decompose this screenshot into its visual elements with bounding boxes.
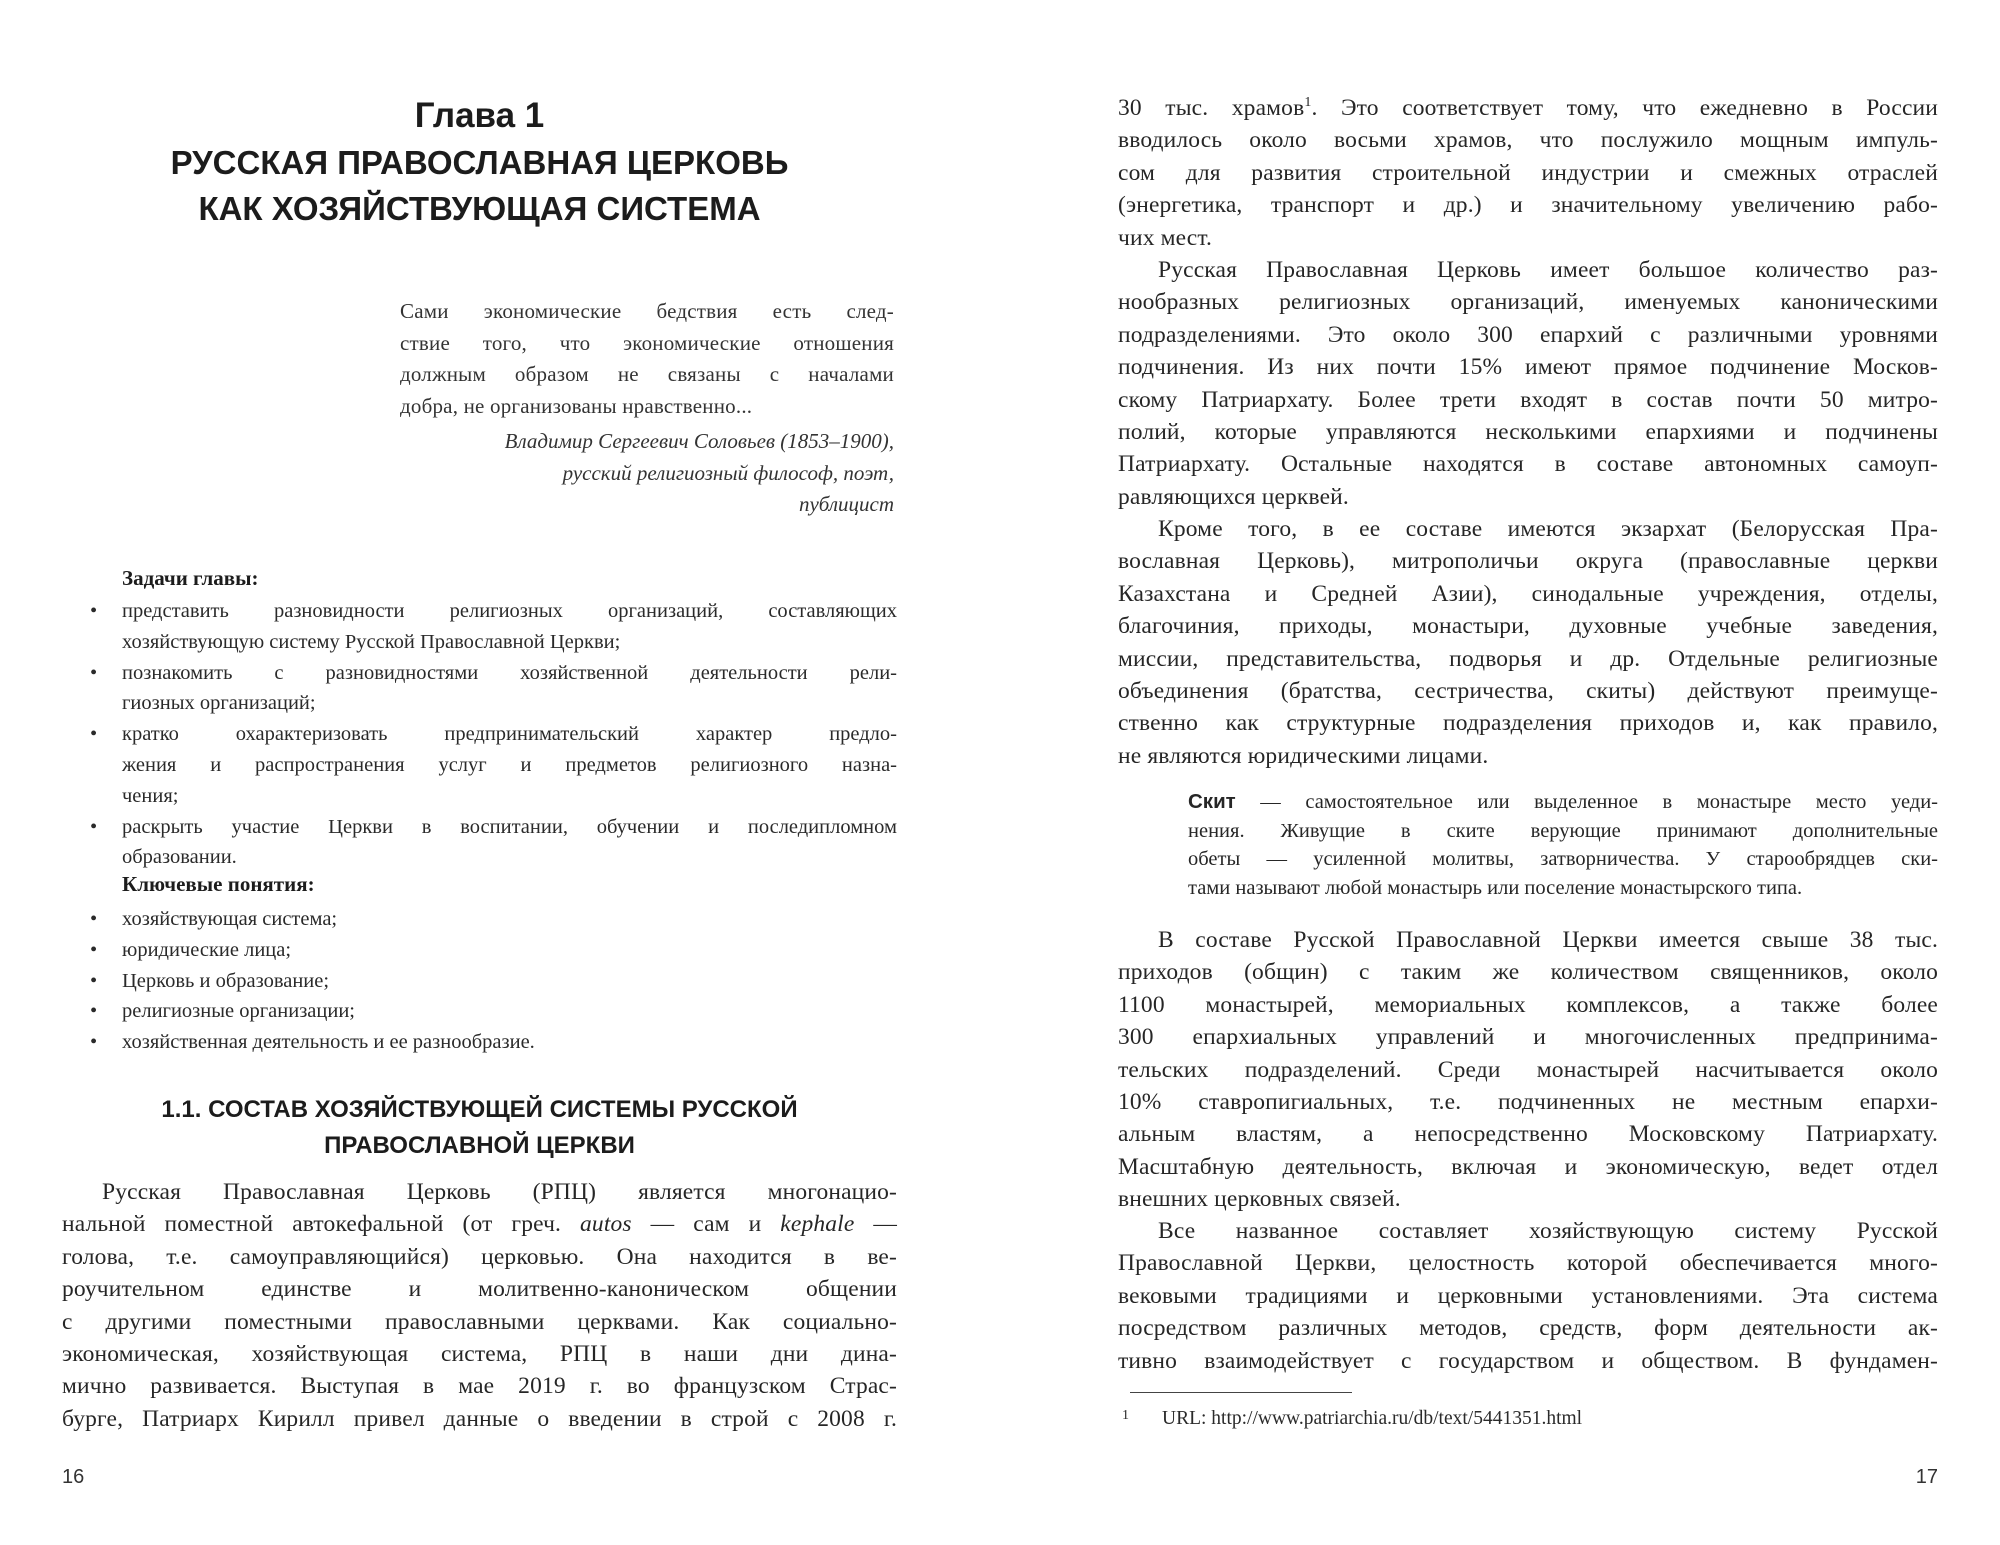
text-line: нообразных религиозных организаций, именуемых каноническими	[1118, 289, 1938, 316]
body-paragraph	[1118, 513, 1938, 772]
text-line: подчинения. Из них почти 15% имеют прямое подчинение Москов-	[1118, 354, 1938, 381]
list-item	[62, 596, 897, 658]
epigraph-line: должным образом не связаны с началами	[400, 362, 894, 386]
epigraph-author	[400, 426, 894, 521]
text-line: В составе Русской Православной Церкви имеется свыше 38 тыс.	[1158, 927, 1938, 953]
body-paragraph	[1118, 924, 1938, 1216]
list-item-line: кратко охарактеризовать предпринимательский характер предло-	[122, 723, 897, 746]
text-line: вославная Церковь), митрополичьи округа (православные церкви	[1118, 548, 1938, 575]
list-item	[62, 966, 897, 997]
text-line: Казахстана и Средней Азии), синодальные учреждения, отделы,	[1118, 580, 1938, 607]
text-line: Патриархату. Остальные находятся в составе автономных самоуп-	[1118, 451, 1938, 478]
left-page	[62, 0, 897, 1545]
tasks-list	[62, 596, 897, 873]
footnote-mark: 1	[1122, 1408, 1129, 1423]
chapter-heading	[62, 92, 897, 232]
bullet-icon: •	[90, 1000, 98, 1023]
bullet-icon: •	[90, 815, 98, 838]
text-line: ственно как структурные подразделения приходов и, как правило,	[1118, 710, 1938, 737]
text-line: экономическая, хозяйствующая система, РПЦ в наши дни дина-	[62, 1341, 897, 1368]
list-item-line: религиозные организации;	[122, 1000, 355, 1023]
text-line: бурге, Патриарх Кирилл привел данные о введении в строй с 2008 г.	[62, 1405, 897, 1432]
bullet-icon: •	[90, 600, 98, 622]
text-line: тельских подразделений. Среди монастырей насчитывается около	[1118, 1056, 1938, 1083]
definition-box	[1188, 788, 1938, 902]
text-line: тами называют любой монастырь или поселение монастырского типа.	[1188, 876, 1803, 899]
epigraph-author-line: Владимир Сергеевич Соловьев (1853–1900),	[504, 429, 894, 453]
text-line: внешних церковных связей.	[1118, 1186, 1401, 1213]
text-line: подразделениями. Это около 300 епархий с различными уровнями	[1118, 321, 1938, 348]
term-autos: autos	[580, 1211, 632, 1238]
epigraph-line: Сами экономические бедствия есть след-	[400, 299, 894, 323]
bullet-icon: •	[90, 938, 98, 961]
chapter-number: Глава 1	[414, 96, 545, 135]
section-heading-line-2: ПРАВОСЛАВНОЙ ЦЕРКВИ	[324, 1132, 635, 1159]
concepts-list	[62, 904, 897, 1058]
text-line: роучительном единстве и молитвенно-каноническом общении	[62, 1276, 897, 1303]
section-heading-line-1: 1.1. СОСТАВ ХОЗЯЙСТВУЮЩЕЙ СИСТЕМЫ РУССКОЙ	[161, 1096, 798, 1123]
right-page	[1118, 0, 1938, 1545]
text-line: (энергетика, транспорт и др.) и значительному увеличению рабо-	[1118, 192, 1938, 219]
text-span: — сам и	[631, 1211, 781, 1238]
text-line: Все названное составляет хозяйствующую систему Русской	[1158, 1218, 1938, 1244]
bullet-icon: •	[90, 723, 98, 746]
chapter-title-line-1: РУССКАЯ ПРАВОСЛАВНАЯ ЦЕРКОВЬ	[170, 144, 789, 181]
text-line: 300 епархиальных управлений и многочисленных предпринима-	[1118, 1024, 1938, 1051]
text-line: не являются юридическими лицами.	[1118, 742, 1489, 769]
text-line: приходов (общин) с таким же количеством священников, около	[1118, 959, 1938, 986]
epigraph-line: ствие того, что экономические отношения	[400, 330, 894, 355]
text-line: Масштабную деятельность, включая и экономическую, ведет отдел	[1118, 1153, 1938, 1180]
list-item-line: раскрыть участие Церкви в воспитании, обучении и последипломном	[122, 815, 897, 838]
list-item	[62, 996, 897, 1027]
text-line: чих мест.	[1118, 224, 1213, 251]
text-line: благочиния, приходы, монастыри, духовные учебные заведения,	[1118, 613, 1938, 640]
text-line: с другими поместными православными церквами. Как социально-	[62, 1308, 897, 1335]
footnote-url[interactable]: URL: http://www.patriarchia.ru/db/text/5441351.html	[1162, 1408, 1583, 1429]
list-item	[62, 904, 897, 935]
text-line: посредством различных методов, средств, форм деятельности ак-	[1118, 1315, 1938, 1342]
list-item-line: хозяйствующая система;	[122, 908, 338, 930]
text-line: 10% ставропигиальных, т.е. подчиненных не местным епархи-	[1118, 1089, 1938, 1116]
text-line: скому Патриархату. Более трети входят в состав почти 50 митро-	[1118, 386, 1938, 413]
list-item-line: чения;	[122, 784, 179, 807]
text-span: — самостоятельное или выделенное в монастыре место уеди-	[1235, 791, 1938, 813]
text-span: . Это соответствует тому, что ежедневно в России	[1311, 95, 1938, 121]
text-line: Русская Православная Церковь имеет большое количество раз-	[1158, 257, 1938, 283]
text-line	[1188, 788, 1938, 817]
bullet-icon: •	[90, 1031, 98, 1054]
text-line: вводилось около восьми храмов, что послужило мощным импуль-	[1118, 127, 1938, 154]
epigraph-author-line: публицист	[798, 492, 894, 516]
list-item-line: образовании.	[122, 846, 237, 869]
text-line: сом для развития строительной индустрии и смежных отраслей	[1118, 159, 1938, 186]
text-line: тивно взаимодействует с государством и обществом. В фундамен-	[1118, 1347, 1938, 1374]
list-item-line: познакомить с разновидностями хозяйственной деятельности рели-	[122, 661, 897, 684]
list-item-line: гиозных организаций;	[122, 692, 316, 715]
body-paragraph	[62, 1176, 897, 1435]
body-paragraph	[1118, 1215, 1938, 1377]
text-line: 1100 монастырей, мемориальных комплексов, а также более	[1118, 991, 1938, 1018]
definition-term: Скит	[1188, 790, 1236, 813]
list-item	[62, 812, 897, 874]
text-line: равляющихся церквей.	[1118, 483, 1349, 510]
epigraph-line: добра, не организованы нравственно...	[400, 393, 753, 418]
body-paragraph	[1118, 92, 1938, 254]
page-number-left: 16	[62, 1466, 85, 1488]
list-item-line: представить разновидности религиозных организаций, составляющих	[122, 600, 897, 622]
bullet-icon: •	[90, 969, 98, 992]
body-paragraph	[1118, 254, 1938, 513]
text-line: Православной Церкви, целостность которой обеспечивается много-	[1118, 1250, 1938, 1277]
text-line: голова, т.е. самоуправляющийся) церковью. Она находится в ве-	[62, 1243, 897, 1270]
text-line: миссии, представительства, подворья и др. Отдельные религиозные	[1118, 645, 1938, 672]
text-span: —	[854, 1211, 897, 1238]
list-item	[62, 658, 897, 720]
text-line: нения. Живущие в ските верующие принимают дополнительные	[1188, 819, 1938, 842]
epigraph	[400, 296, 894, 422]
footnote-divider	[1130, 1392, 1352, 1393]
list-item-line: хозяйствующую систему Русской Православной Церкви;	[122, 630, 621, 653]
section-heading	[62, 1092, 897, 1164]
term-kephale: kephale	[780, 1211, 855, 1238]
epigraph-author-line: русский религиозный философ, поэт,	[562, 460, 894, 485]
list-item-line: хозяйственная деятельность и ее разнообразие.	[122, 1031, 535, 1054]
text-line: вековыми традициями и церковными установлениями. Эта система	[1118, 1282, 1938, 1309]
text-span: нальной поместной автокефальной (от греч.	[62, 1211, 581, 1238]
bullet-icon: •	[90, 908, 98, 930]
text-line: Русская Православная Церковь (РПЦ) является многонацио-	[102, 1179, 897, 1205]
text-line: объединения (братства, сестричества, скиты) действуют преимуще-	[1118, 678, 1938, 705]
text-line: Кроме того, в ее составе имеются экзархат (Белорусская Пра-	[1158, 516, 1938, 542]
list-item	[62, 935, 897, 966]
text-line: альным властям, а непосредственно Московскому Патриархату.	[1118, 1121, 1938, 1148]
text-line: мично развивается. Выступая в мае 2019 г. во французском Страс-	[62, 1373, 897, 1400]
tasks-title: Задачи главы:	[122, 566, 259, 590]
page-number-right: 17	[1915, 1466, 1938, 1488]
bullet-icon: •	[90, 661, 98, 684]
text-line: обеты — усиленной молитвы, затворничества. У старообрядцев ски-	[1188, 848, 1938, 870]
list-item	[62, 1027, 897, 1058]
text-span: 30 тыс. храмов	[1118, 95, 1305, 121]
list-item-line: юридические лица;	[122, 938, 292, 961]
text-line	[1118, 92, 1938, 124]
list-item-line: жения и распространения услуг и предметов религиозного назна-	[122, 753, 897, 776]
list-item-line: Церковь и образование;	[122, 969, 330, 992]
text-line: полий, которые управляются несколькими епархиями и подчинены	[1118, 419, 1938, 446]
text-line	[62, 1208, 897, 1240]
chapter-title-line-2: КАК ХОЗЯЙСТВУЮЩАЯ СИСТЕМА	[198, 190, 761, 227]
list-item	[62, 719, 897, 811]
concepts-title: Ключевые понятия:	[122, 872, 315, 896]
footnote-ref[interactable]: 1	[1304, 95, 1312, 111]
footnote	[1118, 1408, 1582, 1430]
